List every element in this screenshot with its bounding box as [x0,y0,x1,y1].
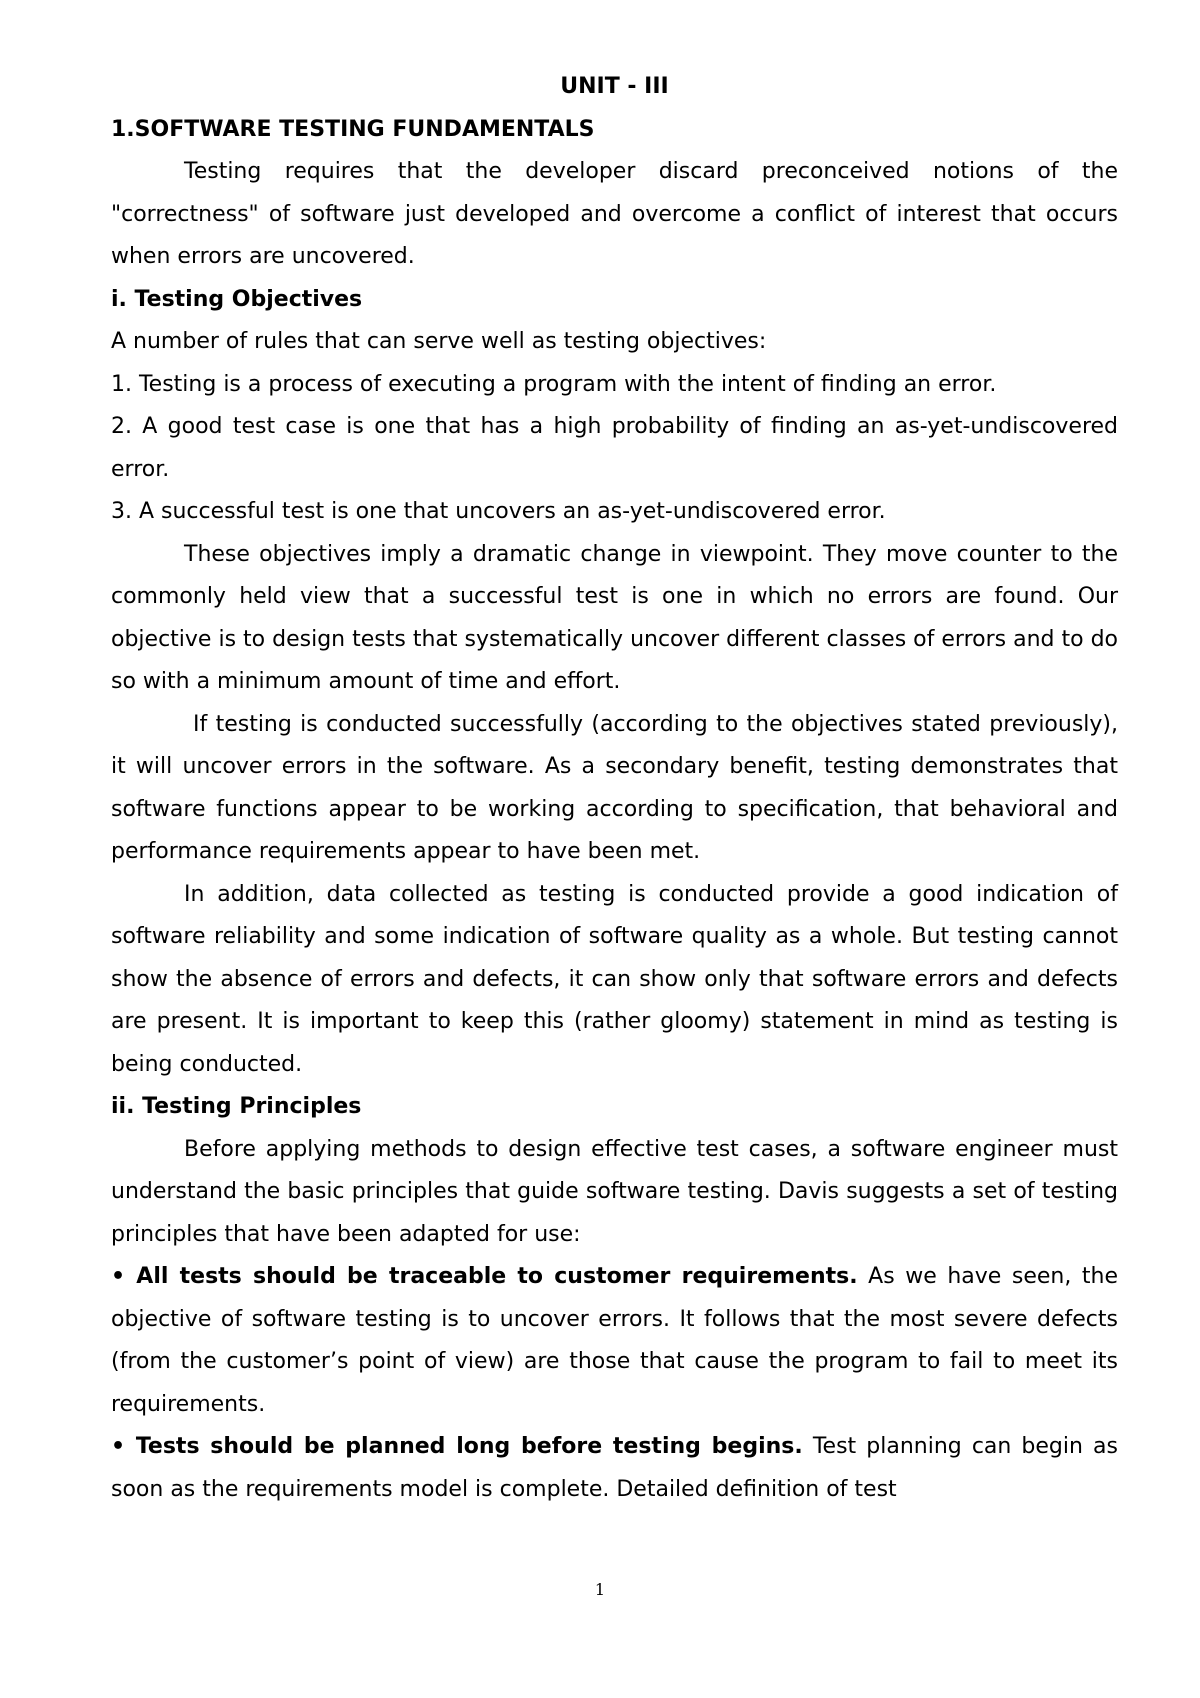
principle-bullet-1 [111,1256,1118,1426]
objectives-heading: i. Testing Objectives [111,286,363,312]
objective-item-1: 1. Testing is a process of executing a program with the intent of finding an error. [111,371,997,397]
principle-bullet-2-text: Test planning can begin as soon as the requirements model is complete. Detailed definition of test [111,1434,1118,1502]
objectives-paragraph-3: In addition, data collected as testing is conducted provide a good indication of software reliability and some indication of software quality as a whole. But testing cannot show the absence of errors and defects, it can show only that software errors and defects are present. It is important to keep this (rather gloomy) statement in mind as testing is being conducted. [111,881,1118,1077]
objective-item-3: 3. A successful test is one that uncovers an as-yet-undiscovered error. [111,499,886,524]
principles-intro: Before applying methods to design effective test cases, a software engineer must understand the basic principles that guide software testing. Davis suggests a set of testing principles that have been adapted for use: [111,1136,1118,1247]
principle-bullet-2-title: • Tests should be planned long before testing begins. [111,1434,803,1459]
section-title: 1.SOFTWARE TESTING FUNDAMENTALS [111,116,595,142]
page-content [111,66,1118,1511]
page-number: 1 [594,1580,606,1599]
principle-bullet-1-text: As we have seen, the objective of software testing is to uncover errors. It follows that the most severe defects (from the customer’s point of view) are those that cause the program to fail to meet its requirements. [111,1264,1119,1417]
objectives-paragraph-2: If testing is conducted successfully (according to the objectives stated previously), it will uncover errors in the software. As a secondary benefit, testing demonstrates that software functions appear to be working according to specification, that behavioral and performance requirements appear to have been met. [111,711,1118,864]
objectives-paragraph-1: These objectives imply a dramatic change in viewpoint. They move counter to the commonly held view that a successful test is one in which no errors are found. Our objective is to design tests that systematically uncover different classes of errors and to do so with a minimum amount of time and effort. [111,541,1118,694]
objectives-lead: A number of rules that can serve well as testing objectives: [111,329,767,354]
principle-bullet-1-title: • All tests should be traceable to customer requirements. [111,1264,858,1289]
principle-bullet-2 [111,1426,1118,1511]
objective-item-2: 2. A good test case is one that has a high probability of finding an as-yet-undiscovered error. [111,414,1118,482]
principles-heading: ii. Testing Principles [111,1094,362,1119]
section-intro-paragraph: Testing requires that the developer discard preconceived notions of the "correctness" of software just developed and overcome a conflict of interest that occurs when errors are uncovered. [111,159,1118,269]
unit-title: UNIT - III [560,74,669,99]
